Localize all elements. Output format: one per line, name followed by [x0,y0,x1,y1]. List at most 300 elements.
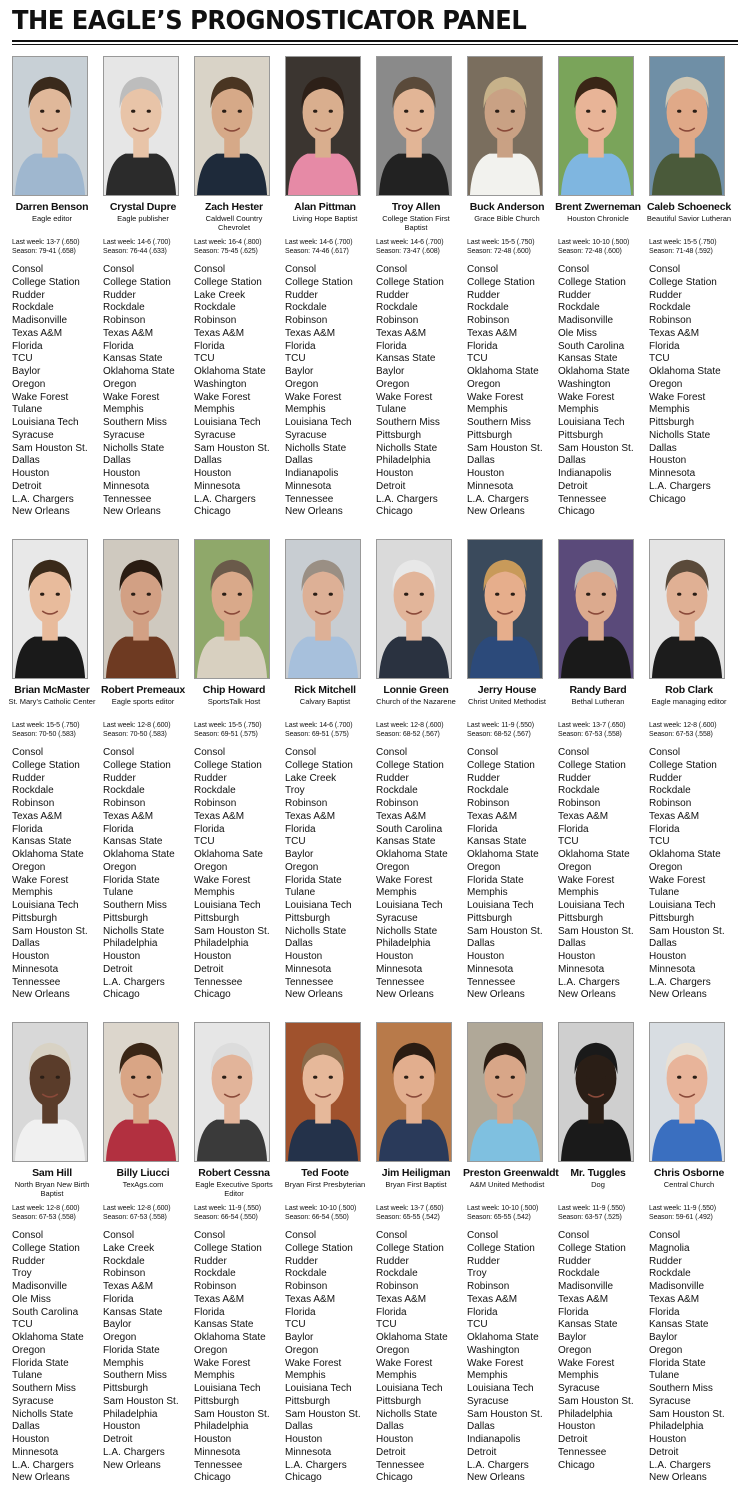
shoulders [197,1120,267,1161]
pick-list [103,1230,189,1472]
pick-item: Florida [649,823,680,835]
pick-item: Florida [103,823,134,835]
pick-item: Consol [649,747,681,758]
pick-item: Texas A&M [285,327,336,339]
pick-item: Wake Forest [558,391,615,403]
pick-item: Minnesota [12,963,59,975]
pick-item: Houston [558,1421,596,1433]
pick-item: Louisiana Tech [467,900,534,911]
pick-item: Detroit [376,1446,406,1458]
pick-item: College Station [12,276,80,288]
pick-item: Detroit [467,1446,497,1458]
pick-item: Rockdale [376,785,418,797]
pick-item: Rudder [12,289,45,301]
pick-item: Magnolia [649,1242,690,1254]
eye-left [404,593,408,596]
pick-item: Sam Houston St. [649,1408,725,1420]
last-week-record: Last week: 10-10 (.500) [558,239,630,246]
pick-item: Madisonville [12,315,68,326]
pick-item: Robinson [103,315,146,326]
pick-item: Consol [194,264,226,275]
pick-item: Chicago [285,1472,322,1484]
pick-item: Rudder [285,1255,318,1267]
pick-list [12,1230,98,1485]
panelist-name: Randy Bard [569,684,627,696]
pick-item: L.A. Chargers [649,976,711,988]
last-week-record: Last week: 15-5 (.750) [12,722,80,729]
pick-item: Rudder [649,1255,682,1267]
season-record: Season: 79-41 (.658) [12,248,76,255]
pick-item: Houston [467,951,505,962]
pick-item: Nicholls State [376,442,438,454]
shoulders [106,637,176,678]
pick-item: Rockdale [285,302,327,314]
eye-right [329,110,333,113]
pick-item: Rockdale [194,785,236,797]
panelist-record [12,1204,98,1222]
panelist-name: Robert Cessna [198,1167,270,1179]
pick-item: Robinson [285,1281,328,1292]
last-week-record: Last week: 11-9 (.550) [467,722,534,729]
pick-item: Texas A&M [285,810,336,822]
eye-left [40,593,44,596]
pick-item: Syracuse [649,1395,691,1407]
pick-item: Rudder [103,772,136,784]
season-record: Season: 74-46 (.617) [285,248,349,255]
pick-item: Rockdale [285,1268,327,1280]
pick-item: Memphis [558,1370,599,1382]
pick-item: TCU [467,353,488,365]
panelist-name: Rick Mitchell [294,684,356,696]
pick-item: TCU [12,353,33,365]
pick-item: Philadelphia [194,1421,249,1433]
pick-item: Nicholls State [376,1408,438,1420]
pick-item: TCU [376,1319,397,1331]
pick-item: Texas A&M [467,327,518,339]
pick-item: Houston [12,468,50,479]
pick-item: Southern Miss [103,900,167,911]
pick-item: New Orleans [467,506,525,518]
panelist-name: Troy Allen [391,201,441,213]
pick-item: Rockdale [103,302,145,314]
pick-item: Florida [194,823,225,835]
pick-item: Consol [558,747,590,758]
panelist-affiliation: Church of the Nazarene [376,697,456,706]
pick-item: Oregon [467,861,501,873]
pick-list [376,747,462,1002]
panelist-photo [558,56,634,196]
eye-left [222,1076,226,1079]
pick-item: Florida [376,1306,407,1318]
pick-item: Nicholls State [285,925,347,937]
panelist-record [103,721,189,739]
pick-item: Pittsburgh [194,912,240,924]
pick-item: Tulane [103,887,134,899]
pick-list [12,747,98,1002]
pick-item: Washington [467,1344,520,1356]
pick-item: Syracuse [467,1395,509,1407]
pick-item: Oregon [467,378,501,390]
pick-item: Oregon [12,1344,46,1356]
eye-right [147,593,151,596]
panelist-name: Lonnie Green [383,684,449,696]
pick-item: New Orleans [558,989,616,1001]
pick-item: College Station [467,1242,535,1254]
pick-item: Florida State [649,1357,706,1369]
pick-item: L.A. Chargers [103,1446,165,1458]
pick-item: Dallas [558,938,586,950]
shoulders [197,637,267,678]
pick-item: Sam Houston St. [103,1395,179,1407]
eye-right [238,110,242,113]
pick-item: Robinson [467,798,510,809]
eye-right [511,110,515,113]
season-record: Season: 63-57 (.525) [558,1214,622,1221]
pick-item: Texas A&M [12,327,63,339]
pick-item: Rudder [558,1255,591,1267]
last-week-record: Last week: 11-9 (.550) [649,1205,716,1212]
eye-right [420,593,424,596]
pick-item: Oregon [12,861,46,873]
eye-left [131,593,135,596]
pick-item: Consol [12,747,44,758]
pick-item: Kansas State [103,836,163,848]
panelist-photo [285,56,361,196]
season-record: Season: 67-53 (.558) [558,731,622,738]
pick-item: Madisonville [12,1281,68,1292]
panelist-name: Jim Heiligman [381,1167,451,1179]
pick-item: L.A. Chargers [103,976,165,988]
pick-item: New Orleans [12,506,70,518]
pick-item: Baylor [285,366,314,377]
pick-item: Dallas [649,938,677,950]
pick-item: New Orleans [649,989,707,1001]
pick-item: Memphis [467,1370,508,1382]
pick-item: Pittsburgh [649,912,695,924]
pick-item: Wake Forest [12,391,69,403]
season-record: Season: 65-55 (.542) [467,1214,531,1221]
pick-item: Minnesota [285,963,332,975]
panelist-affiliation: Dog [591,1180,605,1189]
pick-item: Syracuse [12,1395,54,1407]
panelist-affiliation: Calvary Baptist [299,697,351,706]
pick-item: Texas A&M [103,327,154,339]
panelist-name: Preston Greenwaldt [463,1167,559,1179]
pick-item: Robinson [649,315,692,326]
pick-list [558,264,644,519]
shoulders [288,1120,358,1161]
pick-item: L.A. Chargers [376,493,438,505]
pick-item: College Station [558,1242,626,1254]
pick-item: Chicago [558,506,595,518]
pick-item: Rockdale [376,1268,418,1280]
shoulders [15,154,85,195]
pick-item: Dallas [12,938,40,950]
pick-item: Tennessee [376,976,425,988]
pick-list [103,747,189,1002]
pick-item: Consol [103,1230,135,1241]
season-record: Season: 68-52 (.567) [376,731,440,738]
panelist-photo [376,539,452,679]
pick-item: Consol [467,264,499,275]
pick-item: Florida [649,1306,680,1318]
season-record: Season: 72-48 (.600) [558,248,622,255]
pick-item: Florida [285,340,316,352]
pick-item: Dallas [285,1421,313,1433]
pick-item: College Station [194,276,262,288]
pick-item: Troy [467,1268,487,1280]
pick-item: Rockdale [103,1255,145,1267]
pick-item: Robinson [285,315,328,326]
pick-item: Florida State [467,874,524,886]
pick-item: Consol [194,747,226,758]
pick-item: Oregon [558,861,592,873]
shoulders [15,1120,85,1161]
panelist-name: Sam Hill [32,1167,72,1179]
pick-item: Tennessee [376,1459,425,1471]
pick-item: Rudder [558,289,591,301]
season-record: Season: 67-53 (.558) [12,1214,76,1221]
pick-item: Sam Houston St. [467,925,543,937]
season-record: Season: 66-54 (.550) [285,1214,349,1221]
pick-item: Rockdale [376,302,418,314]
pick-item: Texas A&M [649,1293,700,1305]
pick-item: Oregon [649,1344,683,1356]
pick-item: Oregon [194,1344,228,1356]
pick-item: Texas A&M [103,1281,154,1292]
pick-item: Tulane [376,404,407,416]
pick-item: Florida State [12,1357,69,1369]
eye-left [131,1076,135,1079]
pick-item: Houston [12,951,50,962]
eye-right [56,110,60,113]
pick-item: Louisiana Tech [285,900,352,911]
pick-item: Houston [194,468,232,479]
pick-item: Louisiana Tech [649,900,716,911]
panelist-affiliation: St. Mary’s Catholic Center [8,697,96,706]
pick-item: Oregon [649,378,683,390]
season-record: Season: 71-48 (.592) [649,248,713,255]
shoulders [197,154,267,195]
shoulders [470,637,540,678]
pick-item: Consol [376,747,408,758]
pick-item: Chicago [649,493,686,505]
panelist-affiliation: Beautiful Savior Lutheran [646,214,732,223]
pick-item: Florida [194,340,225,352]
pick-item: College Station [194,759,262,771]
eye-left [40,110,44,113]
pick-item: Rudder [467,772,500,784]
pick-item: Southern Miss [649,1383,713,1394]
pick-item: Sam Houston St. [558,925,634,937]
pick-item: Florida State [103,874,160,886]
eye-right [693,593,697,596]
panelist-record [558,238,644,256]
eye-left [677,1076,681,1079]
season-record: Season: 67-53 (.558) [103,1214,167,1221]
pick-list [194,1230,280,1485]
pick-item: Robinson [376,798,419,809]
pick-item: Robinson [194,315,237,326]
pick-item: New Orleans [12,1472,70,1484]
pick-item: Dallas [12,1421,40,1433]
pick-item: Chicago [194,506,231,518]
pick-item: Rockdale [467,785,509,797]
pick-list [558,747,644,1002]
eye-right [602,110,606,113]
panelist-photo [467,1022,543,1162]
shoulders [652,1120,722,1161]
season-record: Season: 66-54 (.550) [194,1214,258,1221]
panelist-record [194,721,280,739]
pick-item: TCU [649,353,670,365]
panelist-photo [467,539,543,679]
last-week-record: Last week: 14-6 (.700) [285,722,353,729]
panelist-photo [558,539,634,679]
shoulders [106,154,176,195]
season-record: Season: 69-51 (.575) [285,731,349,738]
pick-item: Houston [103,1421,141,1433]
pick-item: College Station [649,759,717,771]
last-week-record: Last week: 12-8 (.600) [103,722,171,729]
pick-item: Minnesota [12,1446,59,1458]
eye-left [495,1076,499,1079]
panelist-photo [649,1022,725,1162]
pick-item: Memphis [285,1370,326,1382]
pick-item: TCU [285,353,306,365]
pick-item: Florida [103,340,134,352]
panelist-name: Darren Benson [15,201,89,213]
pick-item: Dallas [467,1421,495,1433]
pick-item: Kansas State [558,353,618,365]
pick-item: Oregon [376,378,410,390]
pick-item: Indianapolis [558,468,612,479]
pick-item: Southern Miss [12,1383,76,1394]
pick-item: College Station [103,759,171,771]
panelist-record [558,721,644,739]
panelist-record [467,721,553,739]
pick-item: Philadelphia [376,938,431,950]
panelist-name: Crystal Dupre [109,201,177,213]
eye-right [693,1076,697,1079]
pick-item: Minnesota [467,480,514,492]
pick-item: South Carolina [12,1306,79,1318]
pick-item: Florida [376,340,407,352]
eye-right [420,110,424,113]
eye-right [511,1076,515,1079]
pick-item: Texas A&M [194,327,245,339]
pick-item: Tulane [649,887,680,899]
pick-item: Nicholls State [649,429,711,441]
eye-right [147,1076,151,1079]
pick-item: Consol [558,264,590,275]
pick-item: Memphis [194,404,235,416]
pick-item: Oregon [376,861,410,873]
pick-item: Wake Forest [12,874,69,886]
pick-item: TCU [285,836,306,848]
panelist-photo [12,1022,88,1162]
pick-item: Houston [376,951,414,962]
pick-item: Tulane [649,1370,680,1382]
pick-item: Oklahoma State [194,1332,266,1343]
pick-item: Dallas [194,455,222,467]
panelist-name: Alan Pittman [294,201,356,213]
panelist-affiliation: Grace Bible Church [474,214,540,223]
pick-item: Rockdale [194,1268,236,1280]
pick-item: Texas A&M [649,327,700,339]
pick-item: Consol [558,1230,590,1241]
pick-item: Washington [194,378,247,390]
pick-item: Robinson [467,315,510,326]
pick-item: Kansas State [649,1319,709,1331]
pick-item: Wake Forest [285,1357,342,1369]
pick-item: Texas A&M [194,810,245,822]
pick-item: Tulane [12,404,43,416]
pick-item: Dallas [103,455,131,467]
pick-item: Sam Houston St. [12,925,88,937]
pick-item: Pittsburgh [467,429,513,441]
pick-item: Nicholls State [103,925,165,937]
pick-item: College Station [467,276,535,288]
last-week-record: Last week: 15-5 (.750) [649,239,717,246]
pick-list [649,747,735,1002]
pick-item: Chicago [376,1472,413,1484]
pick-item: Oklahoma State [649,366,721,377]
pick-item: Rudder [12,1255,45,1267]
pick-item: Texas A&M [467,1293,518,1305]
pick-item: Indianapolis [285,468,339,479]
pick-item: Wake Forest [194,1357,251,1369]
shoulders [561,154,631,195]
pick-item: Minnesota [103,480,150,492]
pick-item: Oregon [103,1332,137,1343]
pick-item: Consol [467,1230,499,1241]
pick-item: Sam Houston St. [12,442,88,454]
season-record: Season: 75-45 (.625) [194,248,258,255]
panelist-record [194,238,280,256]
pick-item: Wake Forest [285,391,342,403]
pick-item: New Orleans [467,989,525,1001]
pick-item: Robinson [376,315,419,326]
pick-item: Oregon [285,1344,319,1356]
pick-item: Southern Miss [467,417,531,428]
shoulders [106,1120,176,1161]
shoulders [288,154,358,195]
pick-list [467,747,553,1002]
shoulders [379,154,449,195]
pick-item: Chicago [194,1472,231,1484]
pick-item: Oklahoma State [558,849,630,860]
pick-item: Houston [103,951,141,962]
pick-item: Memphis [649,404,690,416]
pick-item: Consol [103,264,135,275]
pick-item: Robinson [649,798,692,809]
eye-left [222,110,226,113]
pick-item: Dallas [649,442,677,454]
panelist-photo [103,1022,179,1162]
pick-item: Consol [649,1230,681,1241]
eye-left [586,1076,590,1079]
pick-item: Robinson [194,1281,237,1292]
pick-item: Louisiana Tech [467,1383,534,1394]
eye-left [222,593,226,596]
pick-item: Madisonville [558,1281,614,1292]
pick-item: Houston [649,1434,687,1445]
panelist-record [376,238,462,256]
pick-item: Minnesota [194,480,241,492]
panelist-name: Robert Premeaux [101,684,185,696]
pick-item: College Station [467,759,535,771]
